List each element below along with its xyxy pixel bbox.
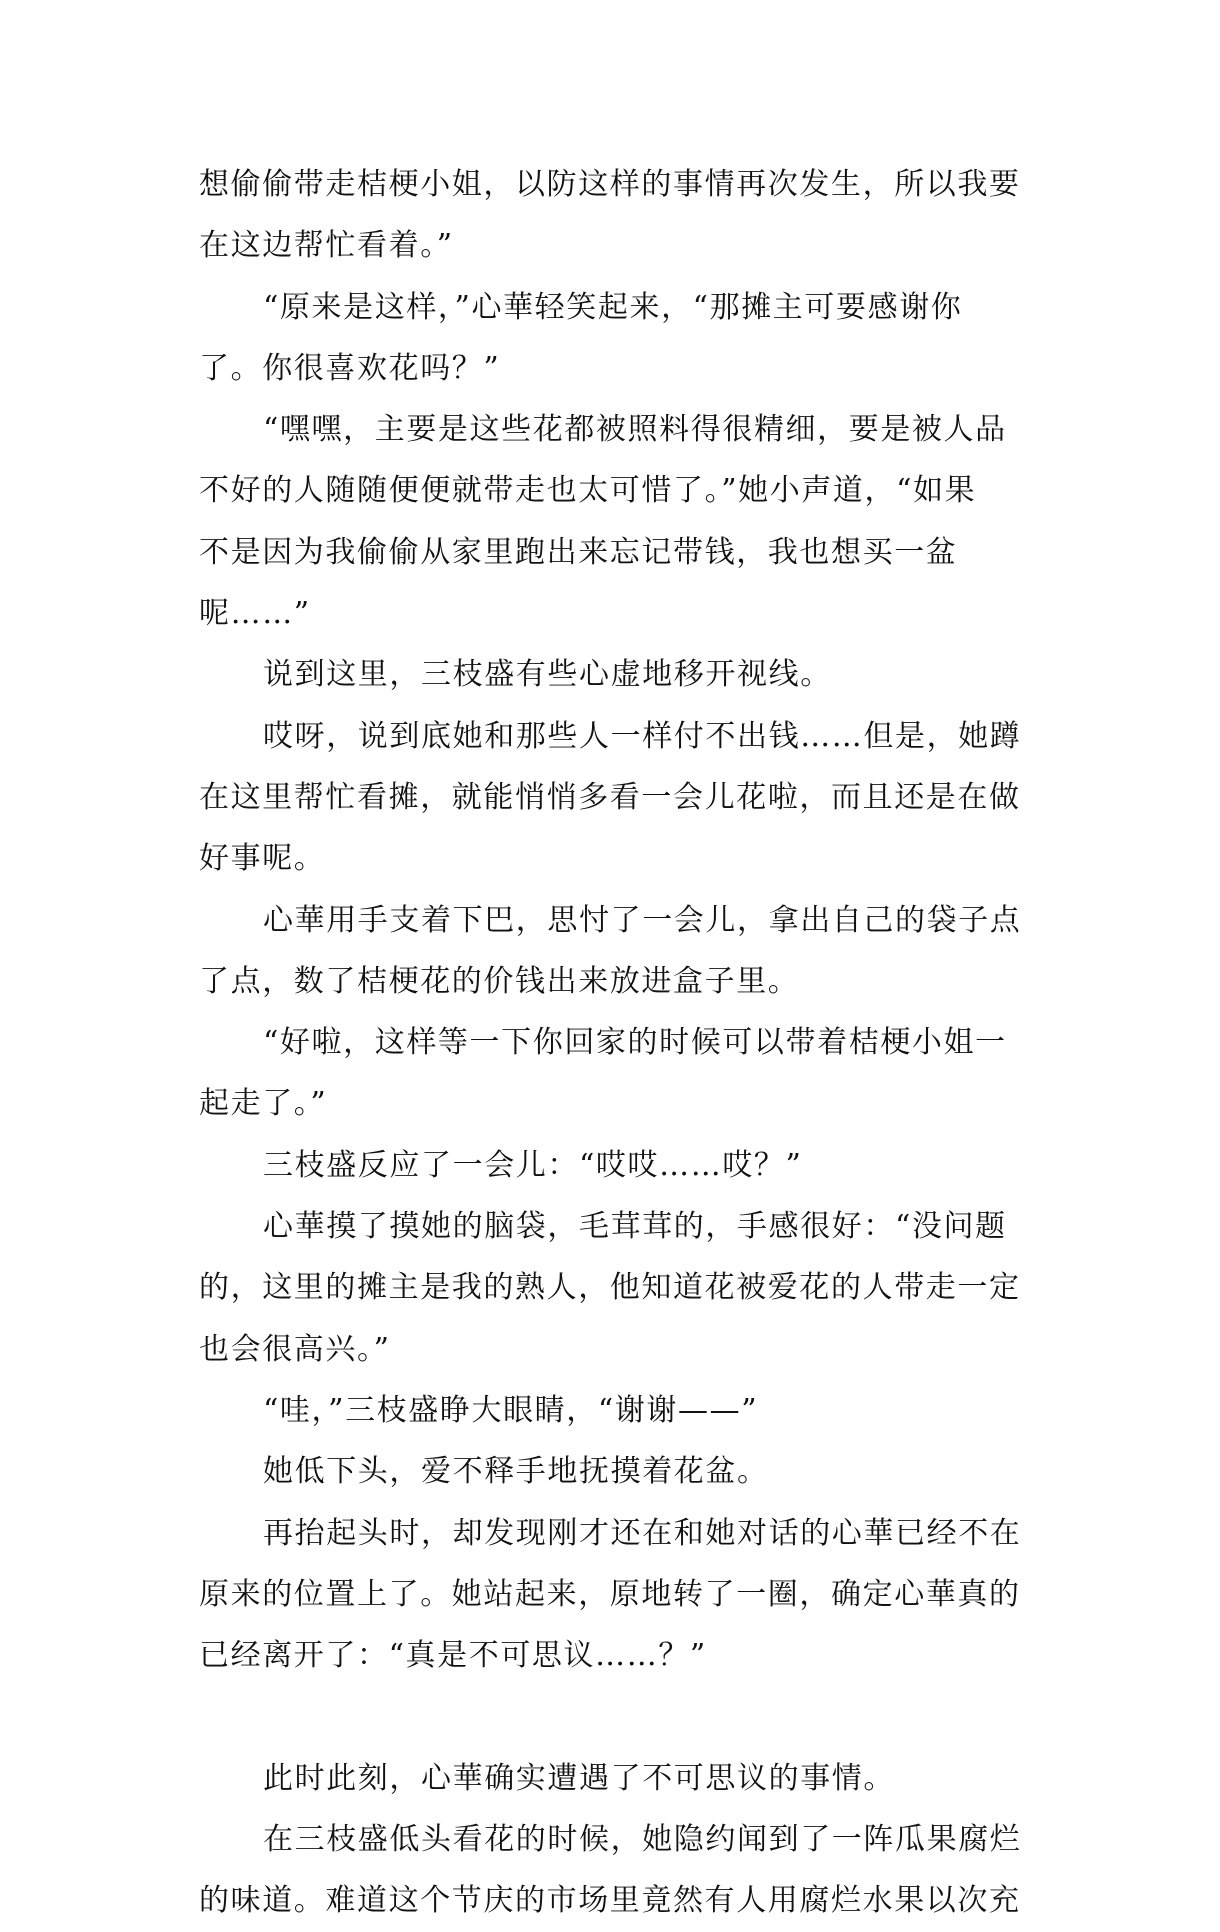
text-line: 起走了。” [199,1086,328,1122]
text-line: 不好的人随随便便就带走也太可惜了。”她小声道，“如果 [199,473,977,509]
paragraph-line: 心華摸了摸她的脑袋，毛茸茸的，手感很好：“没问题 [263,1209,1007,1245]
text-line: 想偷偷带走桔梗小姐，以防这样的事情再次发生，所以我要 [199,167,1021,202]
paragraph-line: “原来是这样，”心華轻笑起来，“那摊主可要感谢你 [263,289,963,325]
paragraph-line: 她低下头，爱不释手地抚摸着花盆。 [263,1454,769,1490]
text-line: 好事呢。 [199,841,326,877]
paragraph-line: “嘿嘿，主要是这些花都被照料得很精细，要是被人品 [263,412,1007,448]
text-line: 不是因为我偷偷从家里跑出来忘记带钱，我也想买一盆 [199,534,958,570]
paragraph-line: 此时此刻，心華确实遭遇了不可思议的事情。 [263,1760,895,1796]
paragraph-line: 三枝盛反应了一会儿：“哎哎……哎？” [263,1147,803,1183]
text-line: 在这里帮忙看摊，就能悄悄多看一会儿花啦，而且还是在做 [199,779,1021,815]
paragraph-line: “好啦，这样等一下你回家的时候可以带着桔梗小姐一 [263,1025,1007,1061]
text-line: 也会很高兴。” [199,1331,391,1367]
text-line: 的味道。难道这个节庆的市场里竟然有人用腐烂水果以次充 [199,1883,1021,1919]
text-line: 的，这里的摊主是我的熟人，他知道花被爱花的人带走一定 [199,1270,1021,1306]
text-line: 在这边帮忙看着。” [199,228,454,264]
text-line: 原来的位置上了。她站起来，原地转了一圈，确定心華真的 [199,1576,1021,1612]
paragraph-line: “哇，”三枝盛睁大眼睛，“谢谢——” [263,1392,759,1428]
text-line: 了。你很喜欢花吗？” [199,350,501,386]
text-line: 已经离开了：“真是不可思议……？” [199,1638,707,1674]
body-text [199,154,1041,1932]
paragraph-line: 在三枝盛低头看花的时候，她隐约闻到了一阵瓜果腐烂 [263,1822,1022,1858]
text-line: 了点，数了桔梗花的价钱出来放进盒子里。 [199,963,800,999]
paragraph-line: 哎呀，说到底她和那些人一样付不出钱……但是，她蹲 [263,718,1022,754]
paragraph-line: 说到这里，三枝盛有些心虚地移开视线。 [263,657,832,693]
paragraph-line: 心華用手支着下巴，思忖了一会儿，拿出自己的袋子点 [263,902,1022,938]
section-break [199,1686,1041,1747]
text-line: 呢……” [199,596,311,632]
paragraph-line: 再抬起头时，却发现刚才还在和她对话的心華已经不在 [263,1515,1022,1551]
